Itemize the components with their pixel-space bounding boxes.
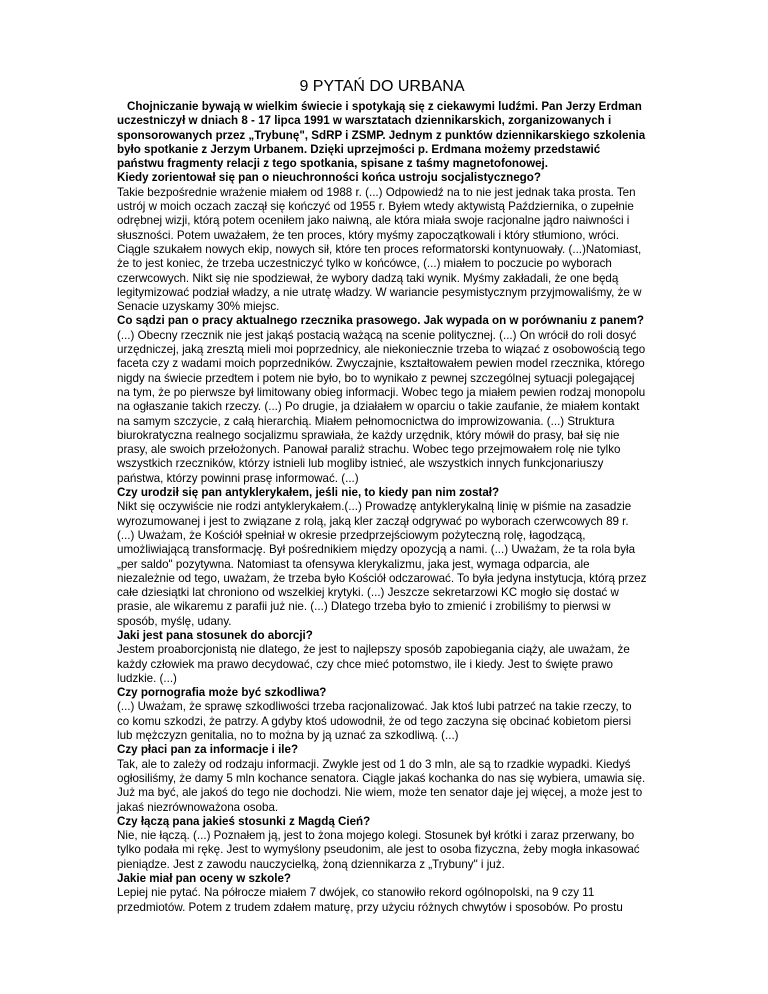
question-3: Czy urodził się pan antyklerykałem, jeśli nie, to kiedy pan nim został? xyxy=(117,486,500,500)
document-title: 9 PYTAŃ DO URBANA xyxy=(299,78,465,95)
question-4: Jaki jest pana stosunek do aborcji? xyxy=(117,628,313,642)
answer-6: Tak, ale to zależy od rodzaju informacji. Zwykle jest od 1 do 3 mln, ale są to rzadkie wypadki. Kiedyś ogłosiliśmy, że damy 5 mln kochance senatora. Ciągle jakaś kochanka do nas się wybiera, umawia się. Już ma być, ale jakoś do tego nie dochodzi. Nie wiem, może ten senator daje jej więcej, a może jest to jakaś niezrównoważona osoba. xyxy=(117,757,646,814)
answer-2: (...) Obecny rzecznik nie jest jakąś postacią ważącą na scenie politycznej. (...) On wrócił do roli dosyć urzędniczej, jaką zresztą mieli moi poprzednicy, ale niekoniecznie trzeba to wiązać z osobowością tego faceta czy z wadami moich poprzedników. Zwyczajnie, kształtowałem pewien model rzecznika, którego nigdy na świecie przedtem i potem nie było, bo to wynikało z pewnej szczególnej sytuacji polegającej na tym, że po pierwsze był limitowany obieg informacji. Wobec tego ja miałem pewien rodzaj monopolu na ogłaszanie takich rzeczy. (...) Po drugie, ja działałem w oparciu o takie zaufanie, że miałem kontakt na samym szczycie, z całą hierarchią. Miałem pełnomocnictwa do improwizowania. (...) Struktura biurokratyczna realnego socjalizmu sprawiała, że każdy urzędnik, który mówił do prasy, bał się nie prasy, ale swoich przełożonych. Panował paraliż strachu. Wobec tego przejmowałem rolę nie tylko wszystkich rzeczników, którzy istnieli lub mogliby istnieć, ale wszystkich innych funkcjonariuszy państwa, którzy powinni prasę informować. (...) xyxy=(117,328,646,485)
answer-8: Lepiej nie pytać. Na półrocze miałem 7 dwójek, co stanowiło rekord ogólnopolski, na 9 czy 11 przedmiotów. Potem z trudem zdałem maturę, przy użyciu różnych chwytów i sposobów. Po prostu xyxy=(117,886,623,914)
question-8: Jakie miał pan oceny w szkole? xyxy=(117,872,291,886)
answer-4: Jestem proaborcjonistą nie dlatego, że jest to najlepszy sposób zapobiegania ciąży, ale uważam, że każdy człowiek ma prawo decydować, czy chce mieć potomstwo, ile i kiedy. Jest to święte prawo ludzkie. (...) xyxy=(117,643,630,685)
question-6: Czy płaci pan za informacje i ile? xyxy=(117,743,299,757)
question-1: Kiedy zorientował się pan o nieuchronności końca ustroju socjalistycznego? xyxy=(117,171,541,185)
intro-paragraph: Chojniczanie bywają w wielkim świecie i spotykają się z ciekawymi ludźmi. Pan Jerzy Erdman uczestniczył w dniach 8 - 17 lipca 1991 w warsztatach dziennikarskich, zorganizowanych i sponsorowanych przez „Trybunę", SdRP i ZSMP. Jednym z punktów dziennikarskiego szkolenia było spotkanie z Jerzym Urbanem. Dzięki uprzejmości p. Erdmana możemy przedstawić państwu fragmenty relacji z tego spotkania, spisane z taśmy magnetofonowej. xyxy=(117,100,646,171)
question-7: Czy łączą pana jakieś stosunki z Magdą Cień? xyxy=(117,814,371,828)
question-5: Czy pornografia może być szkodliwa? xyxy=(117,686,327,700)
document-page xyxy=(117,78,647,915)
answer-7: Nie, nie łączą. (...) Poznałem ją, jest to żona mojego kolegi. Stosunek był krótki i zaraz przerwany, bo tylko podała mi rękę. Jest to wymyślony pseudonim, ale jest to osoba fizyczna, żeby mogła inkasować pieniądze. Jest z zawodu nauczycielką, żoną dziennikarza z „Trybuny" i już. xyxy=(117,829,640,871)
answer-3: Nikt się oczywiście nie rodzi antyklerykałem.(...) Prowadzę antyklerykalną linię w piśmie na zasadzie wyrozumowanej i jest to związane z rolą, jaką kler zaczął odgrywać po wyborach czerwcowych 89 r. (...) Uważam, że Kościół spełniał w okresie przedprzejściowym pożyteczną rolę, łagodzącą, umożliwiającą transformację. Był pośrednikiem między opozycją a nami. (...) Uważam, że ta rola była „per saldo" pozytywna. Natomiast ta ofensywa klerykalizmu, jaka jest, wymaga odparcia, ale niezależnie od tego, uważam, że trzeba było Kościół odczarować. To była jedyna instytucja, którą przez całe dziesiątki lat chroniono od wszelkiej krytyki. (...) Jeszcze sekretarzowi KC mogło się dostać w prasie, ale wikaremu z parafii już nie. (...) Dlatego trzeba było to zmienić i zrobiliśmy to pierwsi w sposób, myślę, udany. xyxy=(117,500,647,628)
answer-1: Takie bezpośrednie wrażenie miałem od 1988 r. (...) Odpowiedź na to nie jest jednak taka prosta. Ten ustrój w moich oczach zaczął się kończyć od 1955 r. Byłem wtedy aktywistą Października, o zupełnie odrębnej wizji, którą potem oceniłem jako naiwną, ale która miała swoje racjonalne jądro naiwności i słuszności. Potem uważałem, że ten proces, który myśmy zapoczątkowali i który stłumiono, wróci. Ciągle szukałem nowych ekip, nowych sił, które ten proces reformatorski kontynuowały. (...)Natomiast, że to jest koniec, że trzeba uczestniczyć tylko w końcówce, (...) miałem to poczucie po wyborach czerwcowych. Nikt się nie spodziewał, że wybory dadzą taki wynik. Myśmy zakładali, że one będą legitymizować podział władzy, a nie utratę władzy. W wariancie pesymistycznym przyjmowaliśmy, że w Senacie uzyskamy 30% miejsc. xyxy=(117,185,642,314)
answer-5: (...) Uważam, że sprawę szkodliwości trzeba racjonalizować. Jak ktoś lubi patrzeć na takie rzeczy, to co komu szkodzi, że patrzy. A gdyby ktoś udowodnił, że od tego zaczyna się obcinać kobietom piersi lub mężczyzn genitalia, no to można by ją uznać za szkodliwą. (...) xyxy=(117,700,632,743)
question-2: Co sądzi pan o pracy aktualnego rzecznika prasowego. Jak wypada on w porównaniu z panem? xyxy=(117,314,644,328)
